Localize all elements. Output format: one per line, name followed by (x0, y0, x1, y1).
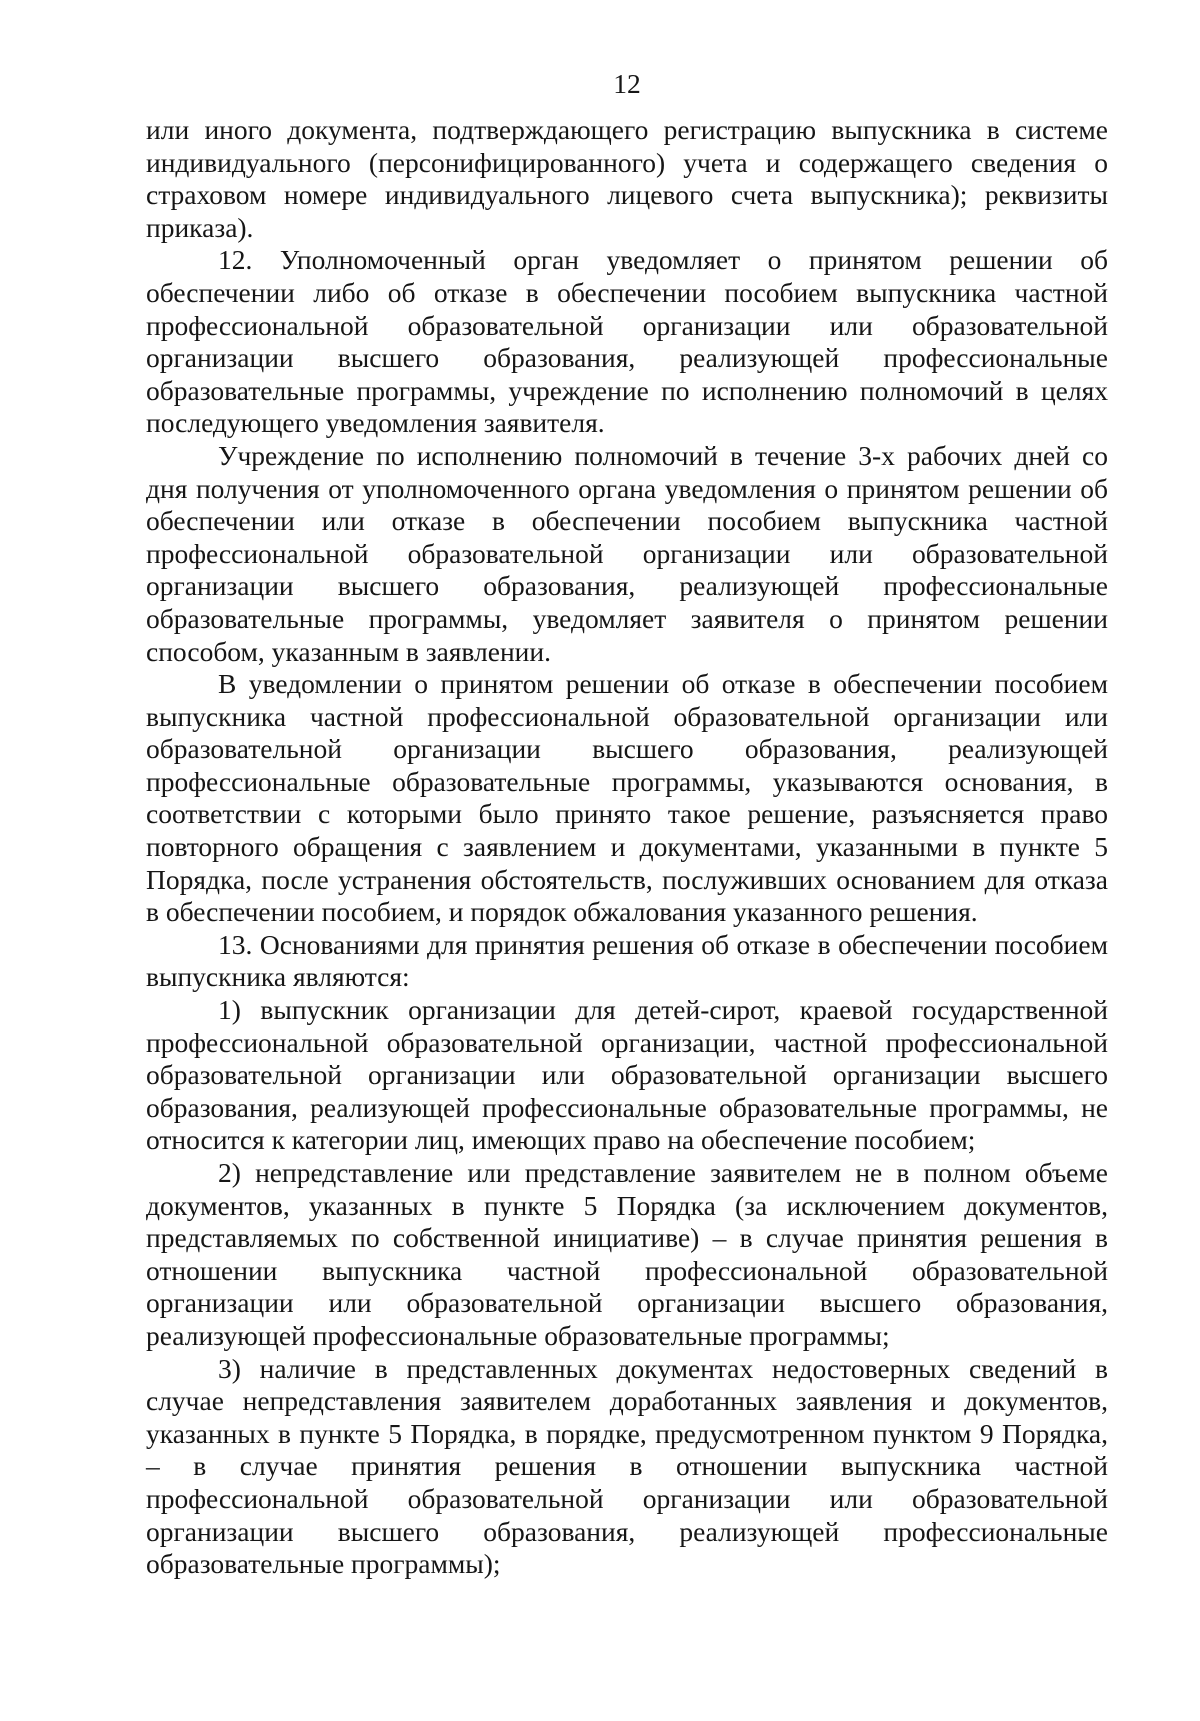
paragraph-subitem-1: 1) выпускник организации для детей-сирот, краевой государственной профессиональной образовательной организации, частной профессиональной образовательной организации или образовательной организации высшего образования, реализующей профессиональные образовательные программы, не относится к категории лиц, имеющих право на обеспечение пособием; (146, 994, 1108, 1156)
page-number: 12 (613, 68, 641, 99)
paragraph-subitem-2: 2) непредставление или представление заявителем не в полном объеме документов, указанных в пункте 5 Порядка (за исключением документов, представляемых по собственной инициативе) – в случае принятия решения в отношении выпускника частной профессиональной образовательной организации или образовательной организации высшего образования, реализующей профессиональные образовательные программы; (146, 1157, 1108, 1351)
paragraph-subitem-3: 3) наличие в представленных документах недостоверных сведений в случае непредставления заявителем доработанных заявления и документов, указанных в пункте 5 Порядка, в порядке, предусмотренном пунктом 9 Порядка, – в случае принятия решения в отношении выпускника частной профессиональной образовательной организации или образовательной организации высшего образования, реализующей профессиональные образовательные программы); (146, 1352, 1108, 1580)
paragraph-item-12: 12. Уполномоченный орган уведомляет о принятом решении об обеспечении либо об отказе в обеспечении пособием выпускника частной профессиональной образовательной организации или образовательной организации высшего образования, реализующей профессиональные образовательные программы, учреждение по исполнению полномочий в целях последующего уведомления заявителя. (146, 244, 1108, 439)
paragraph-refusal-notice: В уведомлении о принятом решении об отказе в обеспечении пособием выпускника частной профессиональной образовательной организации или образовательной организации высшего образования, реализующей профессиональные образовательные программы, указываются основания, в соответствии с которыми было принято такое решение, разъясняется право повторного обращения с заявлением и документами, указанными в пункте 5 Порядка, после устранения обстоятельств, послуживших основанием для отказа в обеспечении пособием, и порядок обжалования указанного решения. (146, 668, 1108, 928)
document-page (146, 68, 1108, 1581)
paragraph-item-13: 13. Основаниями для принятия решения об отказе в обеспечении пособием выпускника являются: (146, 928, 1108, 993)
paragraph-continuation: или иного документа, подтверждающего регистрацию выпускника в системе индивидуального (персонифицированного) учета и содержащего сведения о страховом номере индивидуального лицевого счета выпускника); реквизиты приказа). (146, 114, 1108, 243)
paragraph-institution-notice: Учреждение по исполнению полномочий в течение 3-х рабочих дней со дня получения от уполномоченного органа уведомления о принятом решении об обеспечении или отказе в обеспечении пособием выпускника частной профессиональной образовательной организации или образовательной организации высшего образования, реализующей профессиональные образовательные программы, уведомляет заявителя о принятом решении способом, указанным в заявлении. (146, 439, 1108, 667)
